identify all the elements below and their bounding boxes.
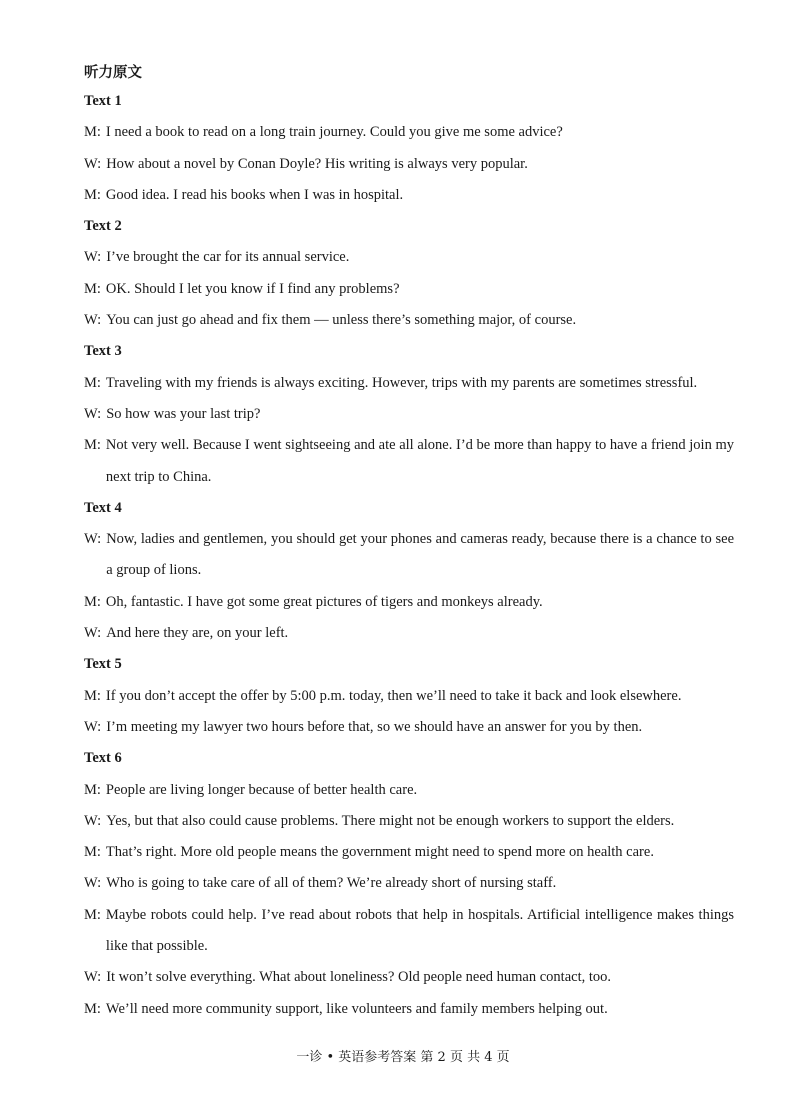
- dialogue-line: [84, 242, 734, 273]
- speaker-label: W:: [84, 718, 102, 735]
- speaker-label: M:: [84, 186, 101, 203]
- dialogue-line: [84, 274, 734, 305]
- text-section: [84, 336, 734, 492]
- dialogue-line: [84, 806, 734, 837]
- text-section: [84, 649, 734, 743]
- dialogue-text: I’m meeting my lawyer two hours before that, so we should have an answer for you by then.: [106, 718, 643, 735]
- dialogue-text: Now, ladies and gentlemen, you should get your phones and cameras ready, because there is a chance to see a group of lions.: [106, 531, 734, 579]
- section-heading: Text 1: [84, 93, 122, 109]
- dialogue-text: Yes, but that also could cause problems. There might not be enough workers to support the elders.: [106, 812, 675, 829]
- dialogue-line: [84, 587, 734, 618]
- dialogue-line: [84, 837, 734, 868]
- dialogue-line: [84, 117, 734, 148]
- text-section: [84, 493, 734, 649]
- dialogue-line: [84, 399, 734, 430]
- section-heading: Text 3: [84, 343, 122, 360]
- dialogue-text: That’s right. More old people means the government might need to spend more on health care.: [105, 844, 654, 861]
- dialogue-text: I need a book to read on a long train journey. Could you give me some advice?: [105, 124, 563, 141]
- dialogue-text: Who is going to take care of all of them? We’re already short of nursing staff.: [106, 875, 557, 892]
- speaker-label: W:: [84, 312, 102, 329]
- speaker-label: M:: [84, 280, 101, 297]
- dialogue-text: People are living longer because of better health care.: [105, 781, 418, 798]
- speaker-label: W:: [84, 405, 102, 422]
- page-footer: 一诊 • 英语参考答案 第 2 页 共 4 页: [296, 1050, 510, 1065]
- dialogue-line: [84, 180, 734, 211]
- speaker-label: M:: [84, 437, 101, 454]
- speaker-label: W:: [84, 625, 102, 642]
- dialogue-text: How about a novel by Conan Doyle? His writing is always very popular.: [106, 155, 528, 172]
- dialogue-text: If you don’t accept the offer by 5:00 p.m. today, then we’ll need to take it back and look elsewhere.: [105, 687, 682, 704]
- dialogue-text: Traveling with my friends is always exciting. However, trips with my parents are sometimes stressful.: [105, 374, 698, 391]
- text-section: [84, 211, 734, 336]
- dialogue-text: Maybe robots could help. I’ve read about robots that help in hospitals. Artificial intelligence makes things like that possible.: [105, 906, 734, 955]
- speaker-label: W:: [84, 969, 102, 986]
- speaker-label: W:: [84, 875, 102, 892]
- dialogue-text: OK. Should I let you know if I find any problems?: [105, 280, 400, 297]
- text-section: [84, 743, 734, 1025]
- dialogue-line: [84, 775, 734, 806]
- dialogue-line: [84, 900, 734, 963]
- dialogue-line: [84, 962, 734, 993]
- dialogue-line: [84, 994, 734, 1025]
- speaker-label: M:: [84, 781, 101, 798]
- dialogue-text: And here they are, on your left.: [106, 625, 289, 642]
- speaker-label: M:: [84, 593, 101, 610]
- speaker-label: W:: [84, 155, 102, 172]
- speaker-label: M:: [84, 124, 101, 141]
- dialogue-text: It won’t solve everything. What about loneliness? Old people need human contact, too.: [106, 969, 612, 986]
- speaker-label: M:: [84, 687, 101, 704]
- speaker-label: M:: [84, 844, 101, 861]
- dialogue-text: Good idea. I read his books when I was in hospital.: [105, 186, 404, 203]
- speaker-label: M:: [84, 1000, 101, 1017]
- dialogue-text: You can just go ahead and fix them — unless there’s something major, of course.: [106, 312, 577, 329]
- dialogue-line: [84, 618, 734, 649]
- document-body: [84, 60, 734, 1025]
- dialogue-line: [84, 368, 734, 399]
- dialogue-line: [84, 305, 734, 336]
- section-heading: Text 2: [84, 218, 122, 235]
- section-heading: Text 5: [84, 656, 122, 673]
- page-title: 听力原文: [84, 65, 142, 81]
- dialogue-line: [84, 524, 734, 587]
- dialogue-text: I’ve brought the car for its annual service.: [106, 249, 350, 266]
- dialogue-text: Oh, fantastic. I have got some great pictures of tigers and monkeys already.: [105, 593, 543, 610]
- section-heading: Text 6: [84, 750, 122, 767]
- dialogue-line: [84, 712, 734, 743]
- speaker-label: W:: [84, 531, 102, 548]
- speaker-label: M:: [84, 906, 101, 923]
- dialogue-line: [84, 681, 734, 712]
- speaker-label: W:: [84, 812, 102, 829]
- speaker-label: W:: [84, 249, 102, 266]
- sections-container: [84, 86, 734, 1025]
- text-section: [84, 86, 734, 211]
- dialogue-text: We’ll need more community support, like volunteers and family members helping out.: [105, 1000, 608, 1017]
- section-heading: Text 4: [84, 499, 122, 516]
- speaker-label: M:: [84, 374, 101, 391]
- dialogue-text: So how was your last trip?: [106, 405, 261, 422]
- dialogue-line: [84, 430, 734, 493]
- dialogue-line: [84, 149, 734, 180]
- dialogue-text: Not very well. Because I went sightseeing and ate all alone. I’d be more than happy to have a friend join my next trip to China.: [105, 437, 734, 485]
- dialogue-line: [84, 868, 734, 899]
